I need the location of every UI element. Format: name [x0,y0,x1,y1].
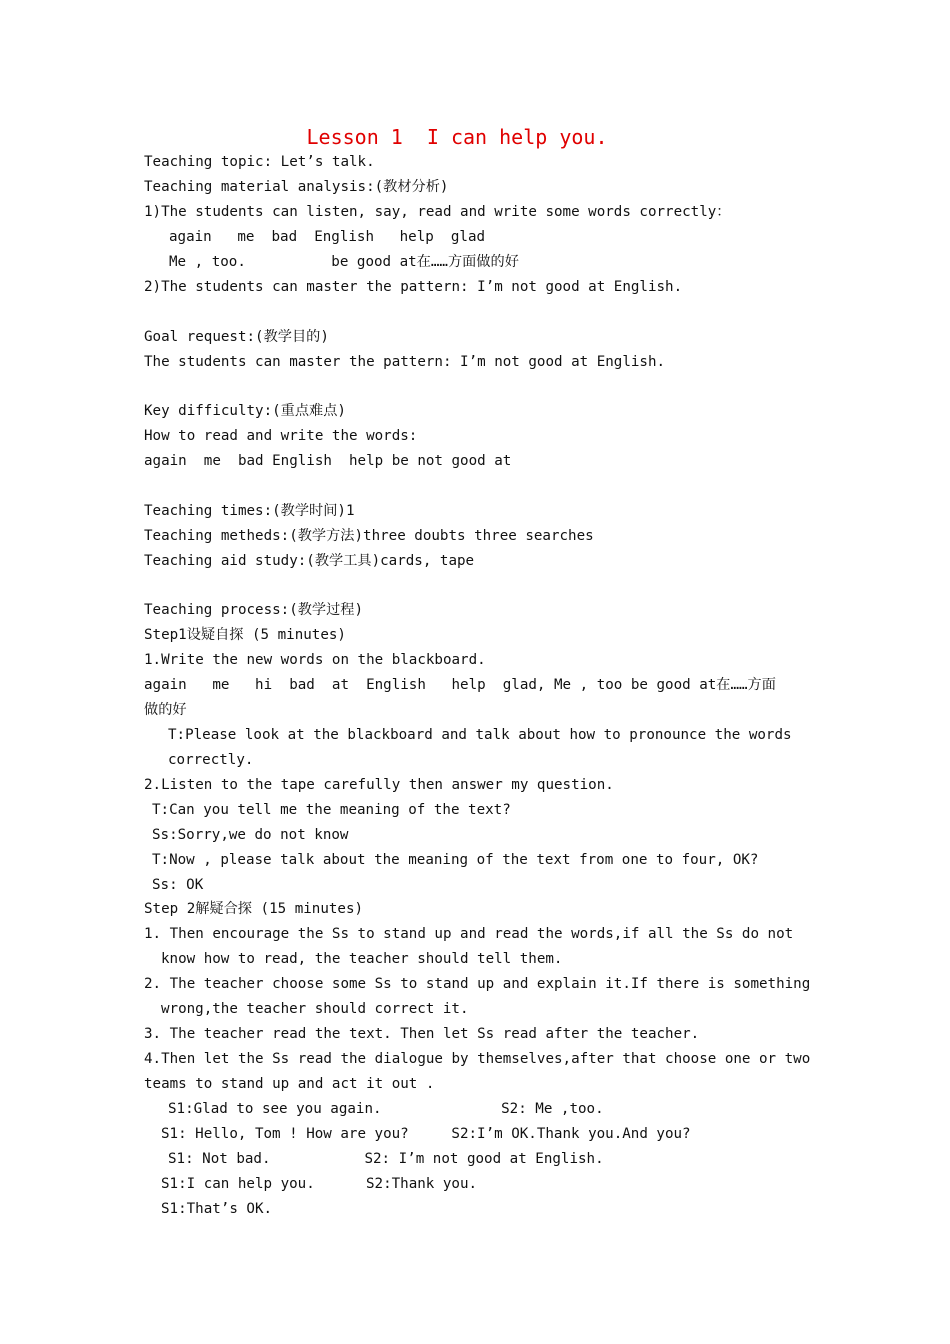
teacher-question: T:Can you tell me the meaning of the text? [152,802,511,818]
step-2-item-1: 1. Then encourage the Ss to stand up and read the words,if all the Ss do not [144,926,794,942]
material-point-2: 2)The students can master the pattern: I’m not good at English. [144,279,683,295]
step-2-item-1-cont: know how to read, the teacher should tell them. [161,951,563,967]
step-2-item-2-cont: wrong,the teacher should correct it. [161,1001,469,1017]
students-answer-2: Ss: OK [152,877,204,893]
key-difficulty-words: again me bad English help be not good at [144,453,512,469]
dialogue-line-4: S1:I can help you. S2:Thank you. [161,1176,478,1192]
key-difficulty-heading: Key difficulty:(重点难点) [144,403,346,419]
teaching-methods: Teaching metheds:(教学方法)three doubts three searches [144,528,594,544]
step-2-item-4-cont: teams to stand up and act it out . [144,1076,435,1092]
teaching-material-heading: Teaching material analysis:(教材分析) [144,179,449,195]
step-1-item-2: 2.Listen to the tape carefully then answer my question. [144,777,614,793]
step-1-item-1: 1.Write the new words on the blackboard. [144,652,486,668]
dialogue-line-3: S1: Not bad. S2: I’m not good at English. [168,1151,604,1167]
key-difficulty-text: How to read and write the words: [144,428,418,444]
students-answer-1: Ss:Sorry,we do not know [152,827,349,843]
dialogue-line-5: S1:That’s OK. [161,1201,273,1217]
teaching-times: Teaching times:(教学时间)1 [144,503,355,519]
teaching-aid: Teaching aid study:(教学工具)cards, tape [144,553,475,569]
word-list-1: again me bad English help glad [169,229,486,245]
step-2-item-4: 4.Then let the Ss read the dialogue by themselves,after that choose one or two [144,1051,811,1067]
step-2-item-3: 3. The teacher read the text. Then let Ss read after the teacher. [144,1026,700,1042]
step-1-heading: Step1设疑自探 (5 minutes) [144,627,346,643]
step-1-word-list-cont: 做的好 [144,702,187,718]
goal-request-text: The students can master the pattern: I’m not good at English. [144,354,666,370]
step-1-word-list: again me hi bad at English help glad, Me , too be good at在……方面 [144,677,776,693]
step-2-heading: Step 2解疑合探 (15 minutes) [144,901,364,917]
word-list-2: Me , too. be good at在……方面做的好 [169,254,519,270]
lesson-title: Lesson 1 I can help you. [306,125,608,149]
dialogue-line-1: S1:Glad to see you again. S2: Me ,too. [168,1101,604,1117]
teacher-line-1: T:Please look at the blackboard and talk about how to pronounce the words [168,727,792,743]
goal-request-heading: Goal request:(教学目的) [144,329,329,345]
teaching-topic: Teaching topic: Let’s talk. [144,154,375,170]
teacher-instruction: T:Now , please talk about the meaning of the text from one to four, OK? [152,852,759,868]
material-point-1: 1)The students can listen, say, read and write some words correctly： [144,204,731,220]
teacher-line-1-cont: correctly. [168,752,254,768]
dialogue-line-2: S1: Hello, Tom ! How are you? S2:I’m OK.Thank you.And you? [161,1126,691,1142]
step-2-item-2: 2. The teacher choose some Ss to stand up and explain it.If there is something [144,976,811,992]
teaching-process-heading: Teaching process:(教学过程) [144,602,364,618]
